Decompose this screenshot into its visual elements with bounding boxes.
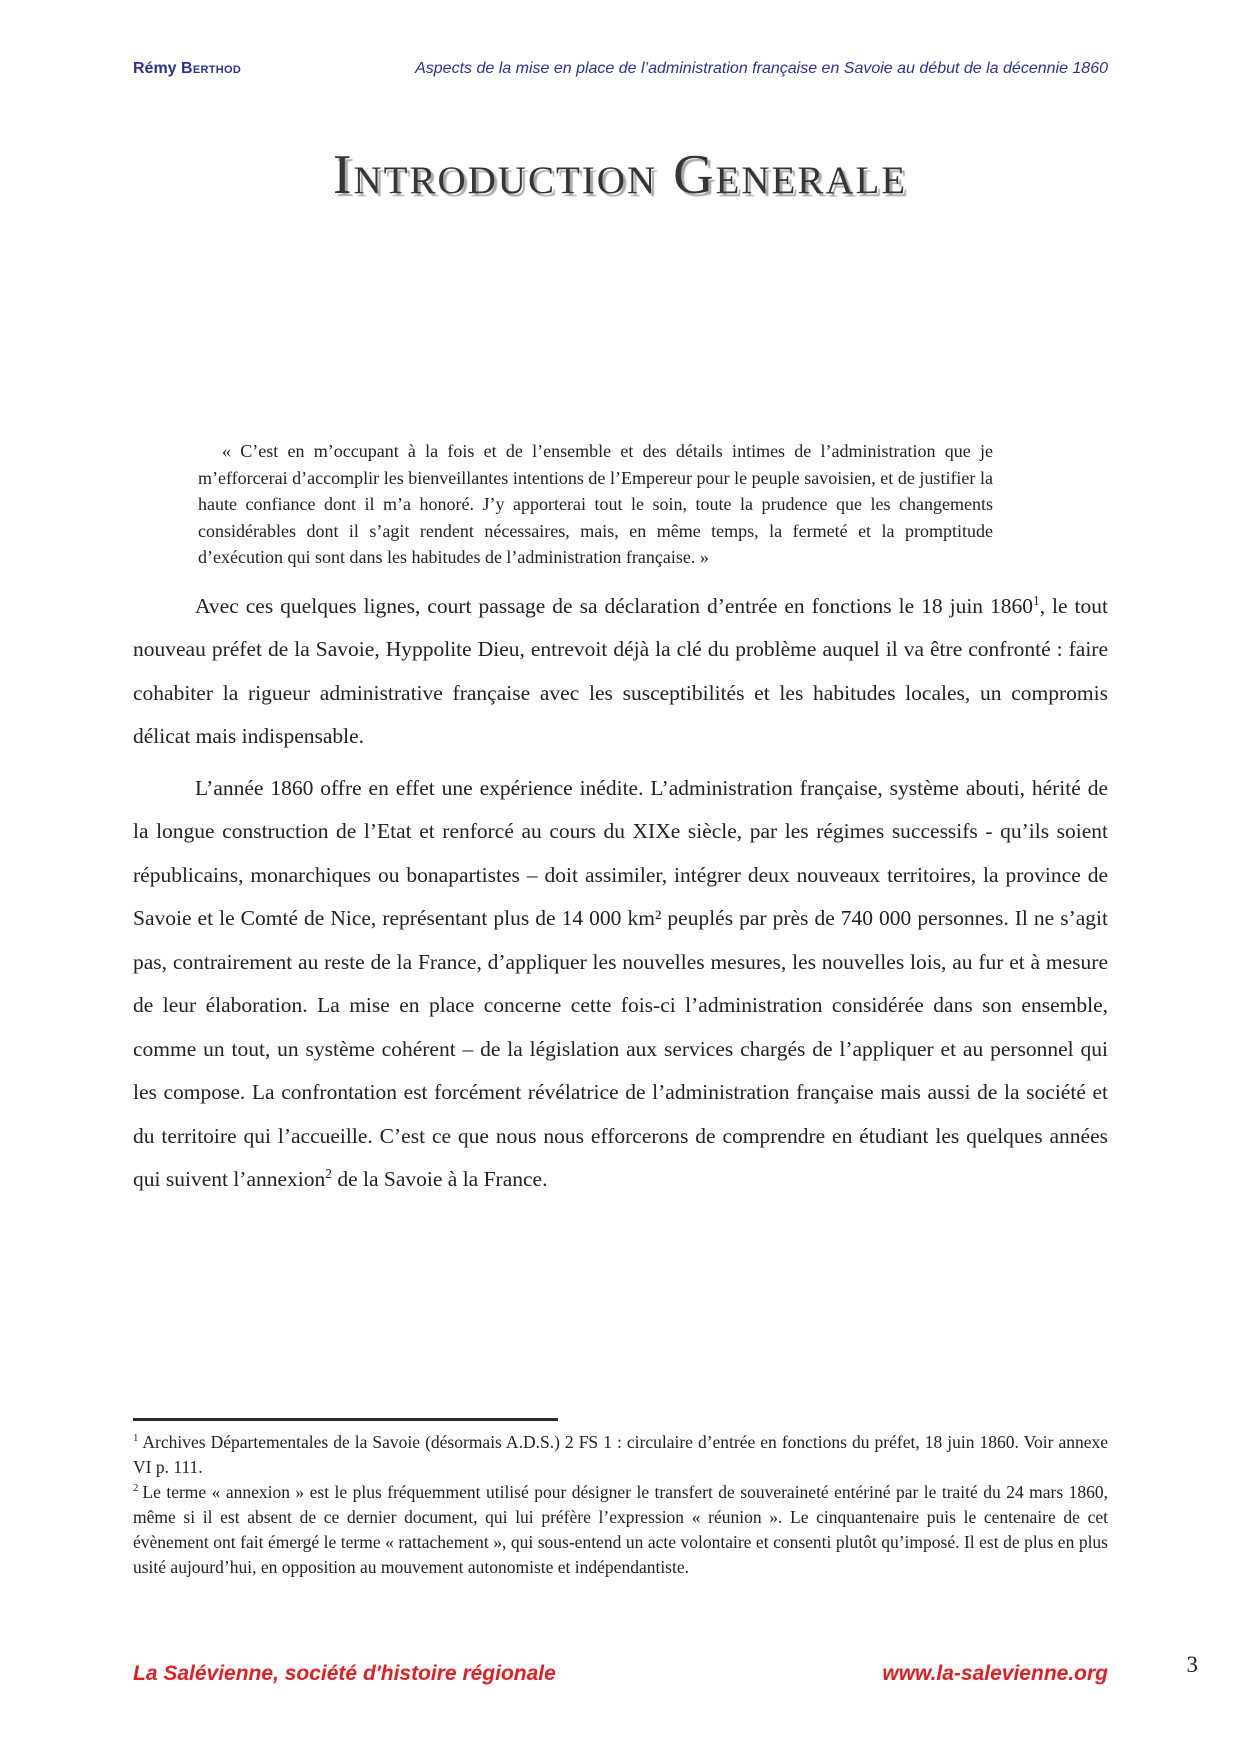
footnote-2-text: Le terme « annexion » est le plus fréquemment utilisé pour désigner le transfert de souveraineté entériné par le traité du 24 mars 1860, même si il est absent de ce dernier document, qui lui préfère l’expression « réunion ». Le cinquantenaire puis le centenaire de cet évènement ont fait émergé le terme « rattachement », qui sous-entend un acte volontaire et consenti plutôt qu’imposé. Il est de plus en plus usité aujourd’hui, en opposition au mouvement autonomiste et indépendantiste. — [133, 1482, 1108, 1577]
footnote-1 — [133, 1430, 1108, 1480]
paragraph-1-text: Avec ces quelques lignes, court passage de sa déclaration d’entrée en fonctions le 18 juin 1860 — [195, 593, 1034, 618]
footnote-ref-2: 2 — [325, 1165, 332, 1181]
header-author-first: Rémy — [133, 60, 182, 77]
paragraph-2 — [133, 767, 1108, 1202]
block-quote — [198, 438, 993, 571]
footer-website-url: www.la-salevienne.org — [882, 1662, 1108, 1685]
page-number: 3 — [1186, 1652, 1198, 1677]
header-author-last: Berthod — [181, 60, 242, 77]
page-footer — [133, 1662, 1108, 1686]
paragraph-2-text: L’année 1860 offre en effet une expérience inédite. L’administration française, système abouti, hérité de la longue construction de l’Etat et renforcé au cours du XIXe siècle, par les régimes successifs - qu’ils soient républicains, monarchiques ou bonapartistes – doit assimiler, intégrer deux nouveaux territoires, la province de Savoie et le Comté de Nice, représentant plus de 14 000 km² peuplés par près de 740 000 personnes. Il ne s’agit pas, contrairement au reste de la France, d’appliquer les nouvelles mesures, les nouvelles lois, au fur et à mesure de leur élaboration. La mise en place concerne cette fois-ci l’administration considérée dans son ensemble, comme un tout, un système cohérent – de la législation aux services chargés de l’appliquer et au personnel qui les compose. La confrontation est forcément révélatrice de l’administration française mais aussi de la société et du territoire qui l’accueille. C’est ce que nous nous efforcerons de comprendre en étudiant les quelques années qui suivent l’annexion — [133, 775, 1108, 1191]
page-title: Introduction Generale — [332, 144, 908, 206]
page-header — [133, 60, 1108, 78]
document-body — [133, 438, 1108, 1202]
paragraph-1-text-cont: , le tout nouveau préfet de la Savoie, Hyppolite Dieu, entrevoit déjà la clé du problème auquel il va être confronté : faire cohabiter la rigueur administrative française avec les susceptibilités et les habitudes locales, un compromis délicat mais indispensable. — [133, 593, 1109, 748]
footnote-2-number: 2 — [133, 1482, 139, 1495]
header-doc-title: Aspects de la mise en place de l’administration française en Savoie au début de la décennie 1860 — [415, 60, 1108, 77]
header-author — [133, 60, 241, 78]
paragraph-1 — [133, 585, 1108, 759]
footnotes-section — [133, 1418, 1108, 1580]
footnote-separator — [133, 1418, 558, 1421]
footnote-ref-1: 1 — [1033, 592, 1040, 608]
paragraph-2-text-cont: de la Savoie à la France. — [331, 1167, 548, 1191]
footnote-2 — [133, 1480, 1108, 1580]
quote-text: « C’est en m’occupant à la fois et de l’ensemble et des détails intimes de l’administration que je m’efforcerai d’accomplir les bienveillantes intentions de l’Empereur pour le peuple savoisien, et de justifier la haute confiance dont il m’a honoré. J’y apporterai tout le soin, toute la prudence que les changements considérables dont il s’agit rendent nécessaires, mais, en même temps, la fermeté et la promptitude d’exécution qui sont dans les habitudes de l’administration française. » — [198, 441, 993, 567]
footnote-1-number: 1 — [133, 1432, 139, 1445]
footer-society-name: La Salévienne, société d'histoire régionale — [133, 1662, 556, 1685]
footnote-1-text: Archives Départementales de la Savoie (désormais A.D.S.) 2 FS 1 : circulaire d’entrée en fonctions du préfet, 18 juin 1860. Voir annexe VI p. 111. — [133, 1432, 1108, 1477]
